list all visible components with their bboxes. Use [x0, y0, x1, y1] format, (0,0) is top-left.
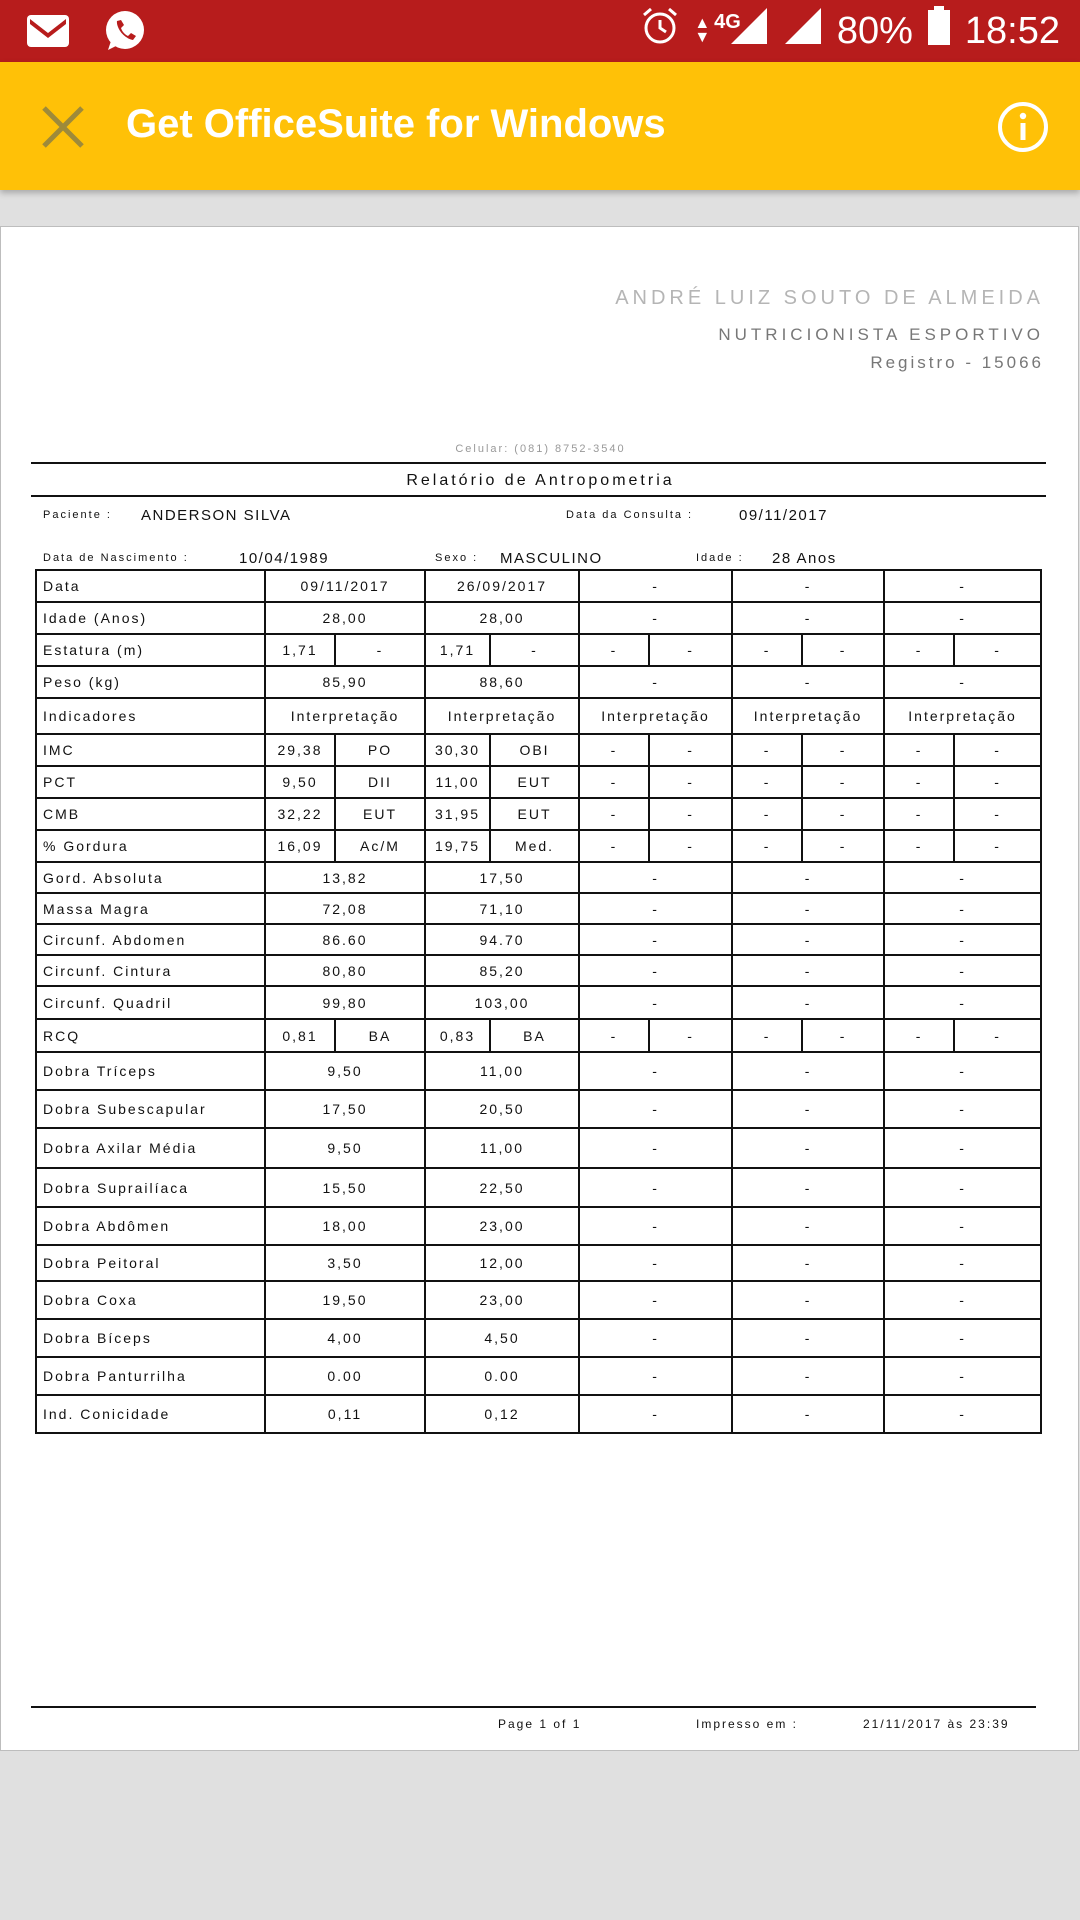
app-bar — [0, 62, 1080, 190]
registration: Registro - 15066 — [870, 353, 1044, 372]
table-row — [36, 1281, 1041, 1319]
table-cell: - — [884, 862, 1041, 893]
table-cell: - — [579, 955, 732, 986]
battery-percent: 80% — [836, 9, 913, 52]
table-row — [36, 734, 1041, 766]
table-cell: 80,80 — [265, 955, 425, 986]
table-cell: - — [884, 1281, 1041, 1319]
table-cell: - — [732, 862, 884, 893]
table-cell: - — [884, 1168, 1041, 1207]
birth-date-label: Data de Nascimento : — [43, 552, 189, 564]
report-title: Relatório de Antropometria — [406, 472, 675, 489]
table-row — [36, 893, 1041, 924]
table-cell: - — [579, 862, 732, 893]
table-cell: 0.00 — [265, 1357, 425, 1395]
page-number: Page 1 of 1 — [498, 1717, 582, 1731]
table-cell: - — [649, 830, 732, 862]
table-cell: - — [732, 1319, 884, 1357]
consult-date: 09/11/2017 — [739, 507, 828, 524]
row-label: % Gordura — [36, 830, 265, 862]
table-cell: 16,09 — [265, 830, 335, 862]
info-icon[interactable] — [996, 100, 1050, 154]
table-row — [36, 602, 1041, 634]
table-cell: - — [579, 1168, 732, 1207]
row-label: Dobra Panturrilha — [36, 1357, 265, 1395]
table-cell: - — [732, 1019, 802, 1052]
table-cell: - — [732, 1357, 884, 1395]
table-cell: - — [579, 830, 649, 862]
table-cell: - — [884, 734, 954, 766]
table-cell: - — [579, 1245, 732, 1281]
table-cell: - — [732, 1207, 884, 1245]
table-cell: - — [579, 766, 649, 798]
table-cell: - — [732, 1052, 884, 1090]
table-cell: - — [732, 634, 802, 666]
table-cell: 71,10 — [425, 893, 579, 924]
table-cell: EUT — [490, 766, 579, 798]
table-cell: 17,50 — [425, 862, 579, 893]
table-cell: - — [732, 1281, 884, 1319]
table-cell: - — [579, 893, 732, 924]
table-cell: - — [884, 924, 1041, 955]
table-cell: 23,00 — [425, 1207, 579, 1245]
table-cell: BA — [335, 1019, 425, 1052]
printed-date: 21/11/2017 às 23:39 — [863, 1717, 1010, 1731]
table-cell: - — [649, 766, 732, 798]
table-cell: 103,00 — [425, 986, 579, 1019]
row-label: Dobra Coxa — [36, 1281, 265, 1319]
table-cell: - — [884, 986, 1041, 1019]
data-arrows-icon: ▲ ▼ — [694, 15, 711, 46]
table-cell: 19,50 — [265, 1281, 425, 1319]
row-label: Estatura (m) — [36, 634, 265, 666]
table-cell: - — [579, 1281, 732, 1319]
row-label: Dobra Abdômen — [36, 1207, 265, 1245]
row-label: Peso (kg) — [36, 666, 265, 698]
table-row — [36, 986, 1041, 1019]
table-cell: 1,71 — [425, 634, 490, 666]
table-cell: 22,50 — [425, 1168, 579, 1207]
table-cell: - — [579, 1319, 732, 1357]
age-label: Idade : — [696, 552, 744, 564]
nutritionist-name: ANDRÉ LUIZ SOUTO DE ALMEIDA — [615, 287, 1044, 309]
table-cell: - — [802, 634, 884, 666]
table-row — [36, 1319, 1041, 1357]
alarm-icon — [640, 6, 680, 56]
row-label: Circunf. Abdomen — [36, 924, 265, 955]
table-cell: 17,50 — [265, 1090, 425, 1128]
table-row — [36, 666, 1041, 698]
table-row — [36, 924, 1041, 955]
phone: Celular: (081) 8752-3540 — [455, 443, 626, 455]
table-cell: - — [884, 766, 954, 798]
table-cell: - — [579, 602, 732, 634]
table-cell: - — [490, 634, 579, 666]
table-cell: - — [732, 570, 884, 602]
row-label: Data — [36, 570, 265, 602]
table-cell: - — [732, 1245, 884, 1281]
table-cell: - — [579, 570, 732, 602]
table-cell: OBI — [490, 734, 579, 766]
table-cell: 32,22 — [265, 798, 335, 830]
table-row — [36, 1019, 1041, 1052]
table-cell: - — [579, 1395, 732, 1433]
table-cell: - — [579, 986, 732, 1019]
row-label: Massa Magra — [36, 893, 265, 924]
row-label: CMB — [36, 798, 265, 830]
table-cell: - — [802, 798, 884, 830]
table-cell: - — [884, 602, 1041, 634]
table-row — [36, 1357, 1041, 1395]
table-cell: 85,20 — [425, 955, 579, 986]
row-label: Circunf. Quadril — [36, 986, 265, 1019]
table-cell: - — [732, 955, 884, 986]
table-row — [36, 1052, 1041, 1090]
table-cell: 13,82 — [265, 862, 425, 893]
table-cell: - — [802, 734, 884, 766]
table-cell: 0,81 — [265, 1019, 335, 1052]
table-row — [36, 698, 1041, 734]
table-cell: - — [884, 830, 954, 862]
printed-label: Impresso em : — [696, 1717, 799, 1731]
table-cell: 3,50 — [265, 1245, 425, 1281]
table-cell: - — [649, 798, 732, 830]
age: 28 Anos — [772, 550, 837, 567]
row-label: Dobra Bíceps — [36, 1319, 265, 1357]
table-cell: - — [884, 1019, 954, 1052]
table-cell: - — [732, 830, 802, 862]
table-cell: 30,30 — [425, 734, 490, 766]
row-label: Idade (Anos) — [36, 602, 265, 634]
table-cell: - — [884, 1052, 1041, 1090]
table-cell: - — [649, 1019, 732, 1052]
table-cell: 72,08 — [265, 893, 425, 924]
table-cell: Ac/M — [335, 830, 425, 862]
table-cell: Interpretação — [884, 698, 1041, 734]
signal-icon — [783, 6, 823, 56]
table-cell: - — [649, 734, 732, 766]
row-label: Dobra Tríceps — [36, 1052, 265, 1090]
table-cell: 99,80 — [265, 986, 425, 1019]
table-row — [36, 634, 1041, 666]
table-cell: - — [802, 1019, 884, 1052]
table-cell: 86.60 — [265, 924, 425, 955]
table-cell: - — [802, 830, 884, 862]
signal-icon — [729, 6, 769, 56]
table-cell: 29,38 — [265, 734, 335, 766]
table-cell: 09/11/2017 — [265, 570, 425, 602]
table-cell: - — [884, 1395, 1041, 1433]
table-cell: Interpretação — [265, 698, 425, 734]
table-cell: 0,83 — [425, 1019, 490, 1052]
gmail-icon — [26, 14, 70, 53]
table-cell: - — [579, 1019, 649, 1052]
birth-date: 10/04/1989 — [239, 550, 330, 567]
patient-name: ANDERSON SILVA — [141, 507, 292, 524]
table-cell: 1,71 — [265, 634, 335, 666]
table-row — [36, 1395, 1041, 1433]
table-cell: - — [579, 734, 649, 766]
table-cell: - — [579, 798, 649, 830]
row-label: Gord. Absoluta — [36, 862, 265, 893]
table-cell: 85,90 — [265, 666, 425, 698]
table-cell: Med. — [490, 830, 579, 862]
table-cell: - — [884, 1207, 1041, 1245]
table-cell: 28,00 — [425, 602, 579, 634]
table-row — [36, 830, 1041, 862]
row-label: Dobra Peitoral — [36, 1245, 265, 1281]
table-cell: 18,00 — [265, 1207, 425, 1245]
table-cell: 0.00 — [425, 1357, 579, 1395]
row-label: IMC — [36, 734, 265, 766]
table-cell: 26/09/2017 — [425, 570, 579, 602]
table-cell: 23,00 — [425, 1281, 579, 1319]
table-cell: - — [954, 766, 1041, 798]
table-cell: - — [884, 1090, 1041, 1128]
table-cell: - — [954, 734, 1041, 766]
table-cell: 31,95 — [425, 798, 490, 830]
row-label: Circunf. Cintura — [36, 955, 265, 986]
table-row — [36, 862, 1041, 893]
table-cell: 88,60 — [425, 666, 579, 698]
table-row — [36, 798, 1041, 830]
divider — [31, 462, 1046, 464]
table-cell: 4,50 — [425, 1319, 579, 1357]
table-cell: - — [579, 924, 732, 955]
table-cell: - — [802, 766, 884, 798]
table-cell: PO — [335, 734, 425, 766]
table-cell: DII — [335, 766, 425, 798]
table-cell: EUT — [490, 798, 579, 830]
table-cell: 19,75 — [425, 830, 490, 862]
table-row — [36, 1090, 1041, 1128]
table-cell: - — [732, 1090, 884, 1128]
table-cell: - — [884, 1128, 1041, 1168]
table-cell: - — [579, 1357, 732, 1395]
nutritionist-role: NUTRICIONISTA ESPORTIVO — [718, 325, 1044, 344]
row-label: Dobra Suprailíaca — [36, 1168, 265, 1207]
row-label: Indicadores — [36, 698, 265, 734]
table-cell: - — [732, 986, 884, 1019]
consult-date-label: Data da Consulta : — [566, 509, 694, 521]
battery-icon — [927, 6, 951, 56]
table-cell: - — [732, 1128, 884, 1168]
table-row — [36, 766, 1041, 798]
document-page[interactable] — [0, 226, 1079, 1751]
table-cell: - — [954, 798, 1041, 830]
anthropometry-table — [35, 569, 1042, 1434]
table-cell: - — [884, 798, 954, 830]
table-cell: - — [732, 924, 884, 955]
table-cell: 9,50 — [265, 766, 335, 798]
table-row — [36, 1168, 1041, 1207]
table-cell: - — [884, 955, 1041, 986]
table-cell: - — [579, 1090, 732, 1128]
whatsapp-icon — [102, 8, 148, 59]
table-row — [36, 570, 1041, 602]
table-cell: - — [884, 1357, 1041, 1395]
patient-label: Paciente : — [43, 509, 112, 521]
divider — [31, 495, 1046, 497]
table-cell: 15,50 — [265, 1168, 425, 1207]
table-cell: - — [732, 666, 884, 698]
table-cell: 9,50 — [265, 1052, 425, 1090]
network-type: 4G — [714, 10, 741, 33]
table-cell: 11,00 — [425, 1052, 579, 1090]
table-cell: 0,12 — [425, 1395, 579, 1433]
status-bar — [0, 0, 1080, 62]
table-cell: - — [732, 734, 802, 766]
table-cell: - — [579, 666, 732, 698]
table-cell: - — [579, 1052, 732, 1090]
table-row — [36, 955, 1041, 986]
table-cell: - — [884, 1319, 1041, 1357]
table-cell: 20,50 — [425, 1090, 579, 1128]
row-label: PCT — [36, 766, 265, 798]
table-cell: 4,00 — [265, 1319, 425, 1357]
table-cell: - — [732, 1395, 884, 1433]
table-cell: - — [649, 634, 732, 666]
table-cell: - — [954, 830, 1041, 862]
table-cell: - — [884, 893, 1041, 924]
table-cell: - — [954, 634, 1041, 666]
table-cell: - — [884, 1245, 1041, 1281]
close-icon[interactable] — [38, 102, 88, 152]
row-label: Dobra Axilar Média — [36, 1128, 265, 1168]
table-cell: 94.70 — [425, 924, 579, 955]
table-cell: - — [884, 570, 1041, 602]
table-cell: - — [954, 1019, 1041, 1052]
sex: MASCULINO — [500, 550, 603, 567]
promo-title[interactable]: Get OfficeSuite for Windows — [126, 102, 666, 146]
table-cell: - — [579, 634, 649, 666]
table-cell: - — [884, 666, 1041, 698]
clock: 18:52 — [964, 9, 1060, 52]
table-cell: 0,11 — [265, 1395, 425, 1433]
table-cell: - — [732, 893, 884, 924]
table-cell: Interpretação — [579, 698, 732, 734]
footer-divider — [31, 1706, 1036, 1708]
table-cell: - — [579, 1128, 732, 1168]
table-cell: - — [732, 1168, 884, 1207]
row-label: RCQ — [36, 1019, 265, 1052]
table-row — [36, 1245, 1041, 1281]
table-row — [36, 1207, 1041, 1245]
table-cell: 11,00 — [425, 1128, 579, 1168]
table-cell: Interpretação — [732, 698, 884, 734]
table-cell: - — [335, 634, 425, 666]
table-cell: - — [579, 1207, 732, 1245]
table-cell: 28,00 — [265, 602, 425, 634]
row-label: Ind. Conicidade — [36, 1395, 265, 1433]
table-cell: - — [732, 602, 884, 634]
table-cell: 9,50 — [265, 1128, 425, 1168]
table-row — [36, 1128, 1041, 1168]
sex-label: Sexo : — [435, 552, 479, 564]
table-cell: 12,00 — [425, 1245, 579, 1281]
table-cell: BA — [490, 1019, 579, 1052]
table-cell: - — [732, 798, 802, 830]
table-cell: - — [732, 766, 802, 798]
table-cell: Interpretação — [425, 698, 579, 734]
row-label: Dobra Subescapular — [36, 1090, 265, 1128]
table-cell: EUT — [335, 798, 425, 830]
table-cell: 11,00 — [425, 766, 490, 798]
table-cell: - — [884, 634, 954, 666]
